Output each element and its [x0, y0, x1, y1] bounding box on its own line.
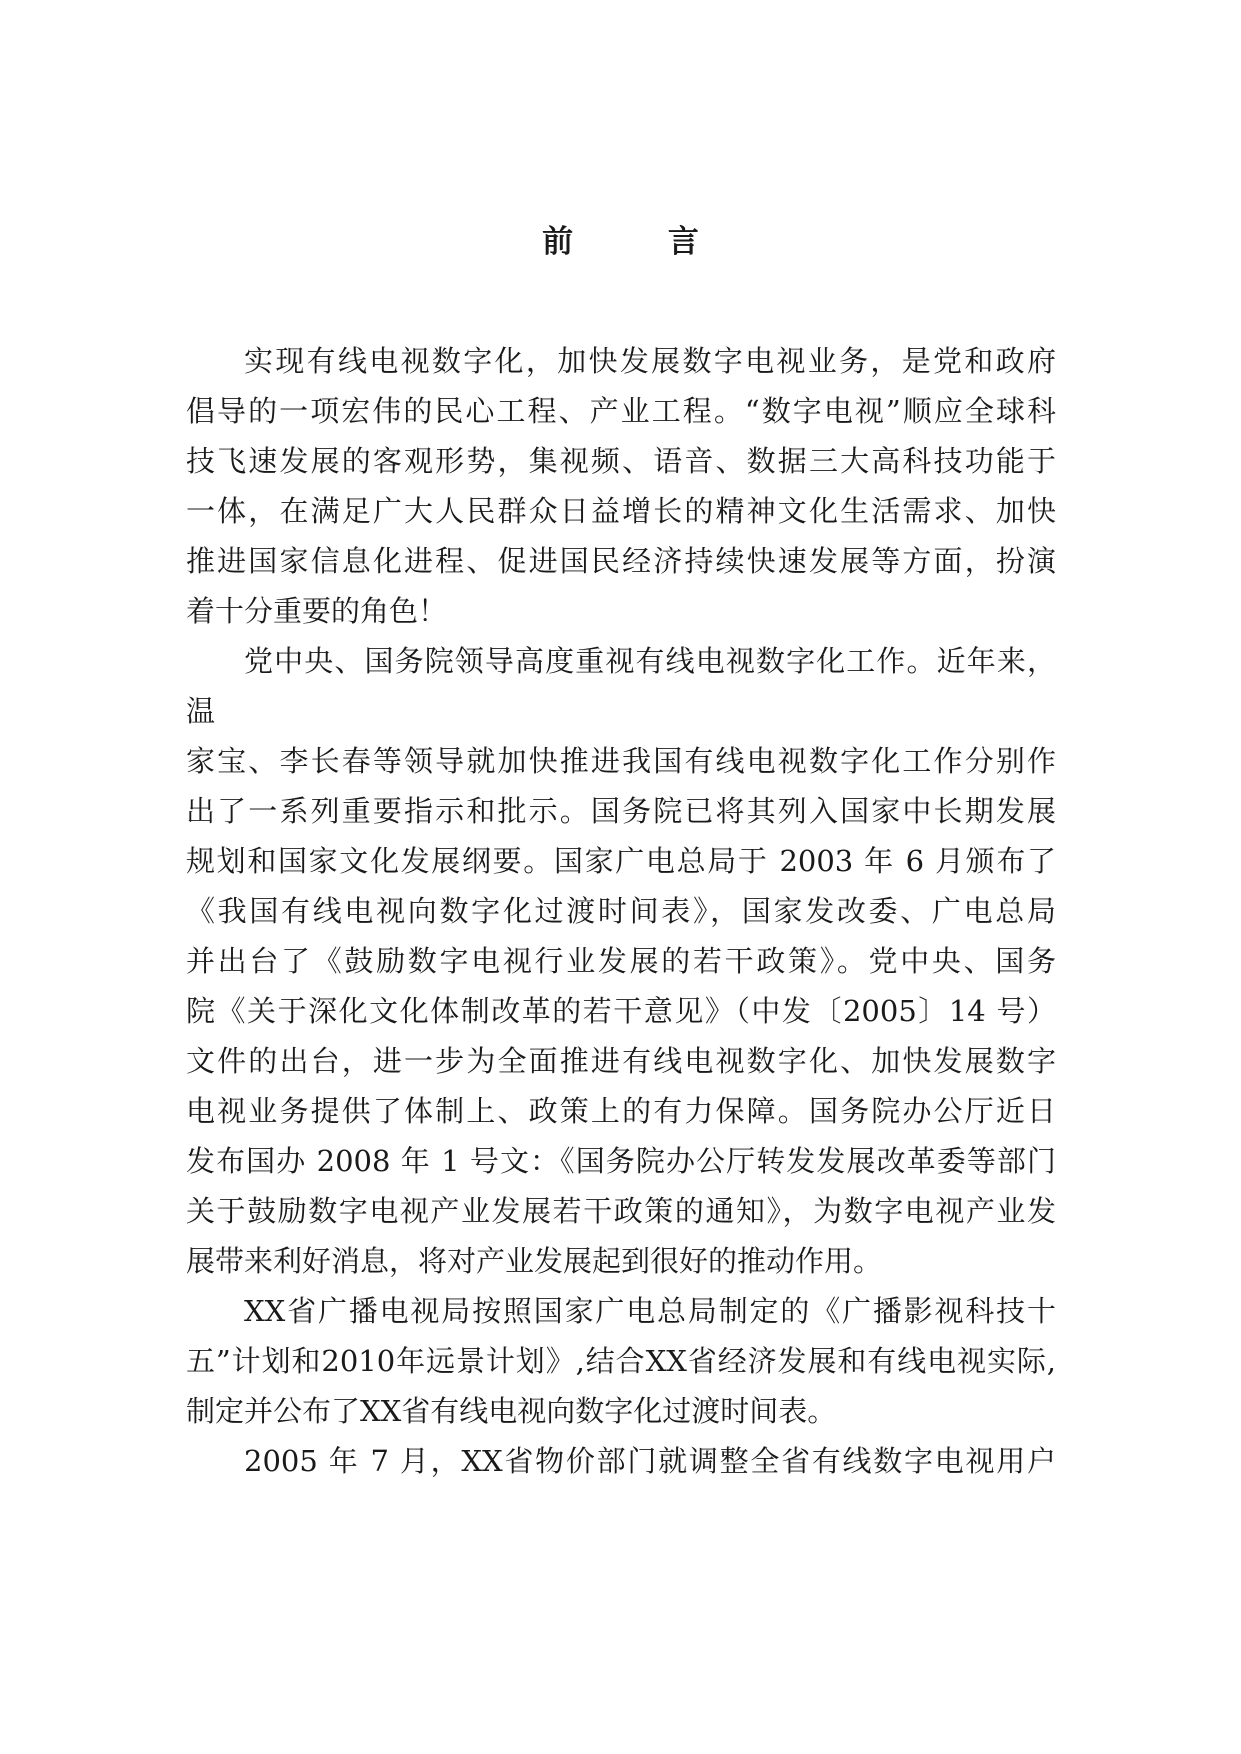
text-line: 温: [186, 694, 216, 728]
text-line: 并出台了《鼓励数字电视行业发展的若干政策》。党中央、国务: [186, 944, 1056, 978]
text-line: 实现有线电视数字化，加快发展数字电视业务，是党和政府: [244, 344, 1056, 378]
text-line: 电视业务提供了体制上、政策上的有力保障。国务院办公厅近日: [186, 1094, 1056, 1128]
text-line: 文件的出台，进一步为全面推进有线电视数字化、加快发展数字: [186, 1044, 1056, 1078]
page-title: 前 言: [542, 224, 741, 260]
text-line: 2005 年 7 月，XX省物价部门就调整全省有线数字电视用户: [244, 1444, 1056, 1478]
text-line: 《我国有线电视向数字化过渡时间表》，国家发改委、广电总局: [186, 894, 1056, 928]
text-line: 一体，在满足广大人民群众日益增长的精神文化生活需求、加快: [186, 494, 1056, 528]
text-line: 着十分重要的角色！: [186, 594, 448, 628]
text-line: 发布国办 2008 年 1 号文：《国务院办公厅转发发展改革委等部门: [186, 1144, 1056, 1178]
text-line: 技飞速发展的客观形势，集视频、语音、数据三大高科技功能于: [186, 444, 1056, 478]
text-line: 家宝、李长春等领导就加快推进我国有线电视数字化工作分别作: [186, 744, 1056, 778]
text-line: 推进国家信息化进程、促进国民经济持续快速发展等方面，扮演: [186, 544, 1056, 578]
text-line: XX省广播电视局按照国家广电总局制定的《广播影视科技十: [244, 1294, 1056, 1328]
text-line: 党中央、国务院领导高度重视有线电视数字化工作。近年来，: [244, 644, 1056, 678]
text-line: 关于鼓励数字电视产业发展若干政策的通知》，为数字电视产业发: [186, 1194, 1056, 1228]
text-line: 出了一系列重要指示和批示。国务院已将其列入国家中长期发展: [186, 794, 1056, 828]
text-line: 五”计划和2010年远景计划》,结合XX省经济发展和有线电视实际,: [186, 1344, 1056, 1378]
text-line: 展带来利好消息，将对产业发展起到很好的推动作用。: [186, 1244, 883, 1278]
text-line: 倡导的一项宏伟的民心工程、产业工程。“数字电视”顺应全球科: [186, 394, 1056, 428]
body-text: [186, 336, 1056, 1486]
text-line: 院《关于深化文化体制改革的若干意见》（中发〔2005〕14 号）: [186, 994, 1056, 1028]
text-line: 规划和国家文化发展纲要。国家广电总局于 2003 年 6 月颁布了: [186, 844, 1056, 878]
text-line: 制定并公布了XX省有线电视向数字化过渡时间表。: [186, 1394, 837, 1428]
